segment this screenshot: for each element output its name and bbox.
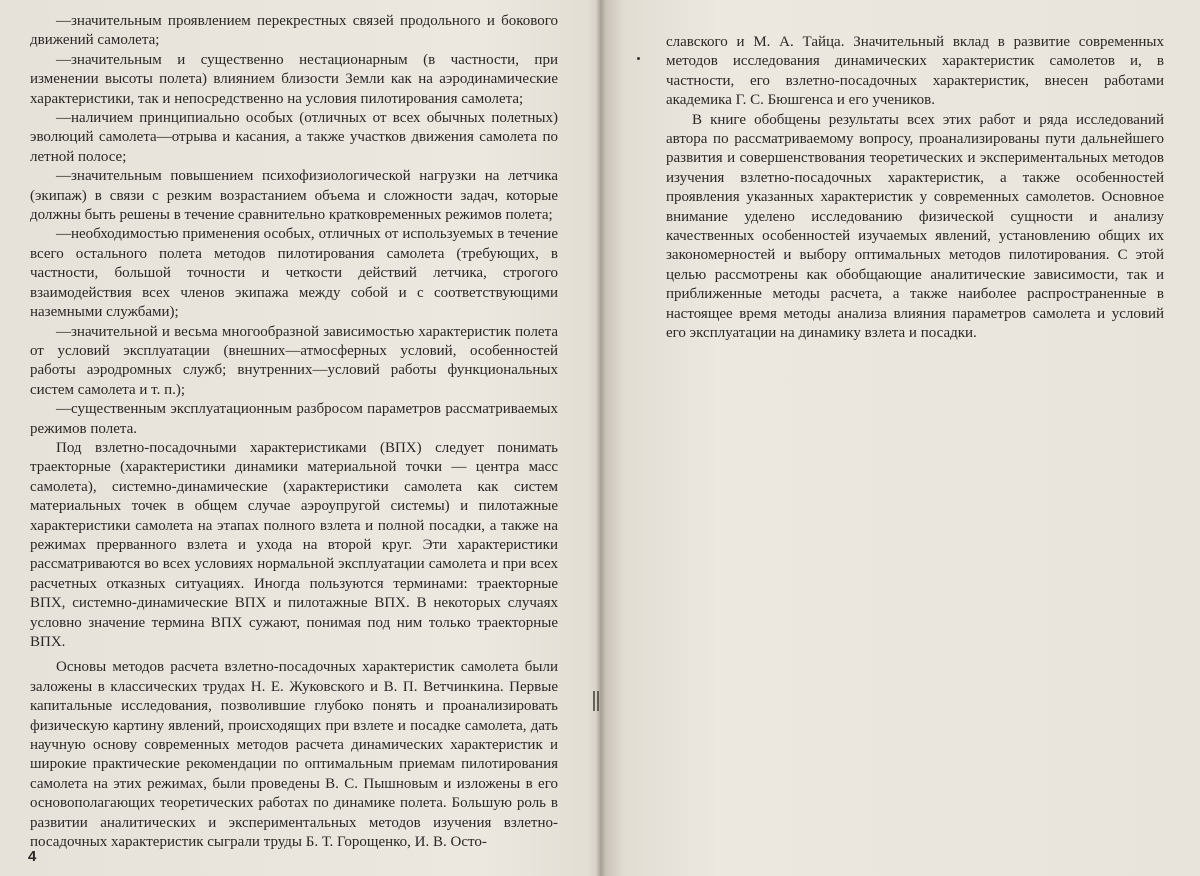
paragraph: Основы методов расчета взлетно-посадочных характеристик самолета были заложены в классических трудах Н. Е. Жуковского и В. П. Ветчинкина. Первые капитальные исследования, позволившие глубоко понять и проанализировать физическую картину явлений, происходящих при взлете и посадке самолета, дать научную основу современных методов расчета динамических характеристик и широкие практические рекомендации по оптимальным приемам пилотирования самолета на этих режимах, были проведены В. С. Пышновым и изложены в его основополагающих теоретических работах по динамике полета. Большую роль в развитии аналитических и экспериментальных методов изучения взлетно-посадочных характеристик сыграли труды Б. Т. Горощенко, И. В. Осто- — [30, 659, 558, 851]
paragraph: —необходимостью применения особых, отличных от используемых в течение всего остального полета методов пилотирования самолета (требующих, в частности, большой точности и четкости действий летчика, строгого взаимодействия всех членов экипажа между собой и с соответствующими наземными службами); — [30, 226, 558, 321]
print-speck — [637, 57, 640, 60]
paragraph: Под взлетно-посадочными характеристиками (ВПХ) следует понимать траекторные (характеристики динамики материальной точки — центра масс самолета), системно-динамические (характеристики самолета как систем материальных точек в общем случае аэроупругой системы) и пилотажные характеристики самолета на этапах полного взлета и полной посадки, а также на режимах прерванного взлета и ухода на второй круг. Эти характеристики рассматриваются во всех условиях нормальной эксплуатации самолета и при всех расчетных отказных ситуациях. Иногда пользуются терминами: траекторные ВПХ, системно-динамические ВПХ и пилотажные ВПХ. В некоторых случаях условно значение термина ВПХ сужают, понимая под ним только траекторные ВПХ. — [30, 439, 558, 650]
paragraph: —значительным проявлением перекрестных связей продольного и бокового движений самолета; — [30, 13, 558, 49]
paragraph: —значительным и существенно нестационарным (в частности, при изменении высоты полета) влиянием близости Земли как на аэродинамические характеристики, так и непосредственно на условия пилотирования самолета; — [30, 51, 558, 107]
paragraph: —существенным эксплуатационным разбросом параметров рассматриваемых режимов полета. — [30, 401, 558, 437]
paragraph: В книге обобщены результаты всех этих работ и ряда исследований автора по рассматриваемому вопросу, проанализированы пути дальнейшего развития и совершенствования теоретических и экспериментальных методов изучения взлетно-посадочных характеристик, а также особенностей проявления указанных характеристик у современных самолетов. Основное внимание уделено исследованию физической сущности и анализу качественных особенностей изучаемых явлений, установлению общих их закономерностей и выбору оптимальных методов пилотирования. С этой целью рассмотрены как обобщающие аналитические зависимости, так и приближенные методы расчета, а также наиболее распространенные в настоящее время методы анализа влияния параметров самолета и условий его эксплуатации на динамику взлета и посадки. — [666, 111, 1164, 342]
page-number: 4 — [28, 848, 37, 865]
left-page-text — [30, 12, 558, 852]
right-page — [600, 0, 1200, 876]
paragraph: —значительным повышением психофизиологической нагрузки на летчика (экипаж) в связи с резким возрастанием объема и сложности задач, которые должны быть решены в течение сравнительно кратковременных режимов полета; — [30, 168, 558, 224]
paragraph: —наличием принципиально особых (отличных от всех обычных полетных) эволюций самолета—отрыва и касания, а также участков движения самолета по летной полосе; — [30, 110, 558, 165]
paragraph: славского и М. А. Тайца. Значительный вклад в развитие современных методов исследования динамических характеристик самолетов и, в частности, его взлетно-посадочных характеристик, внесен работами академика Г. С. Бюшгенса и его учеников. — [666, 34, 1164, 109]
paragraph: —значительной и весьма многообразной зависимостью характеристик полета от условий эксплуатации (внешних—атмосферных условий, особенностей работы аэродромных служб; внутренних—условий работы функциональных систем самолета и т. п.); — [30, 323, 558, 398]
right-page-text — [666, 33, 1164, 344]
